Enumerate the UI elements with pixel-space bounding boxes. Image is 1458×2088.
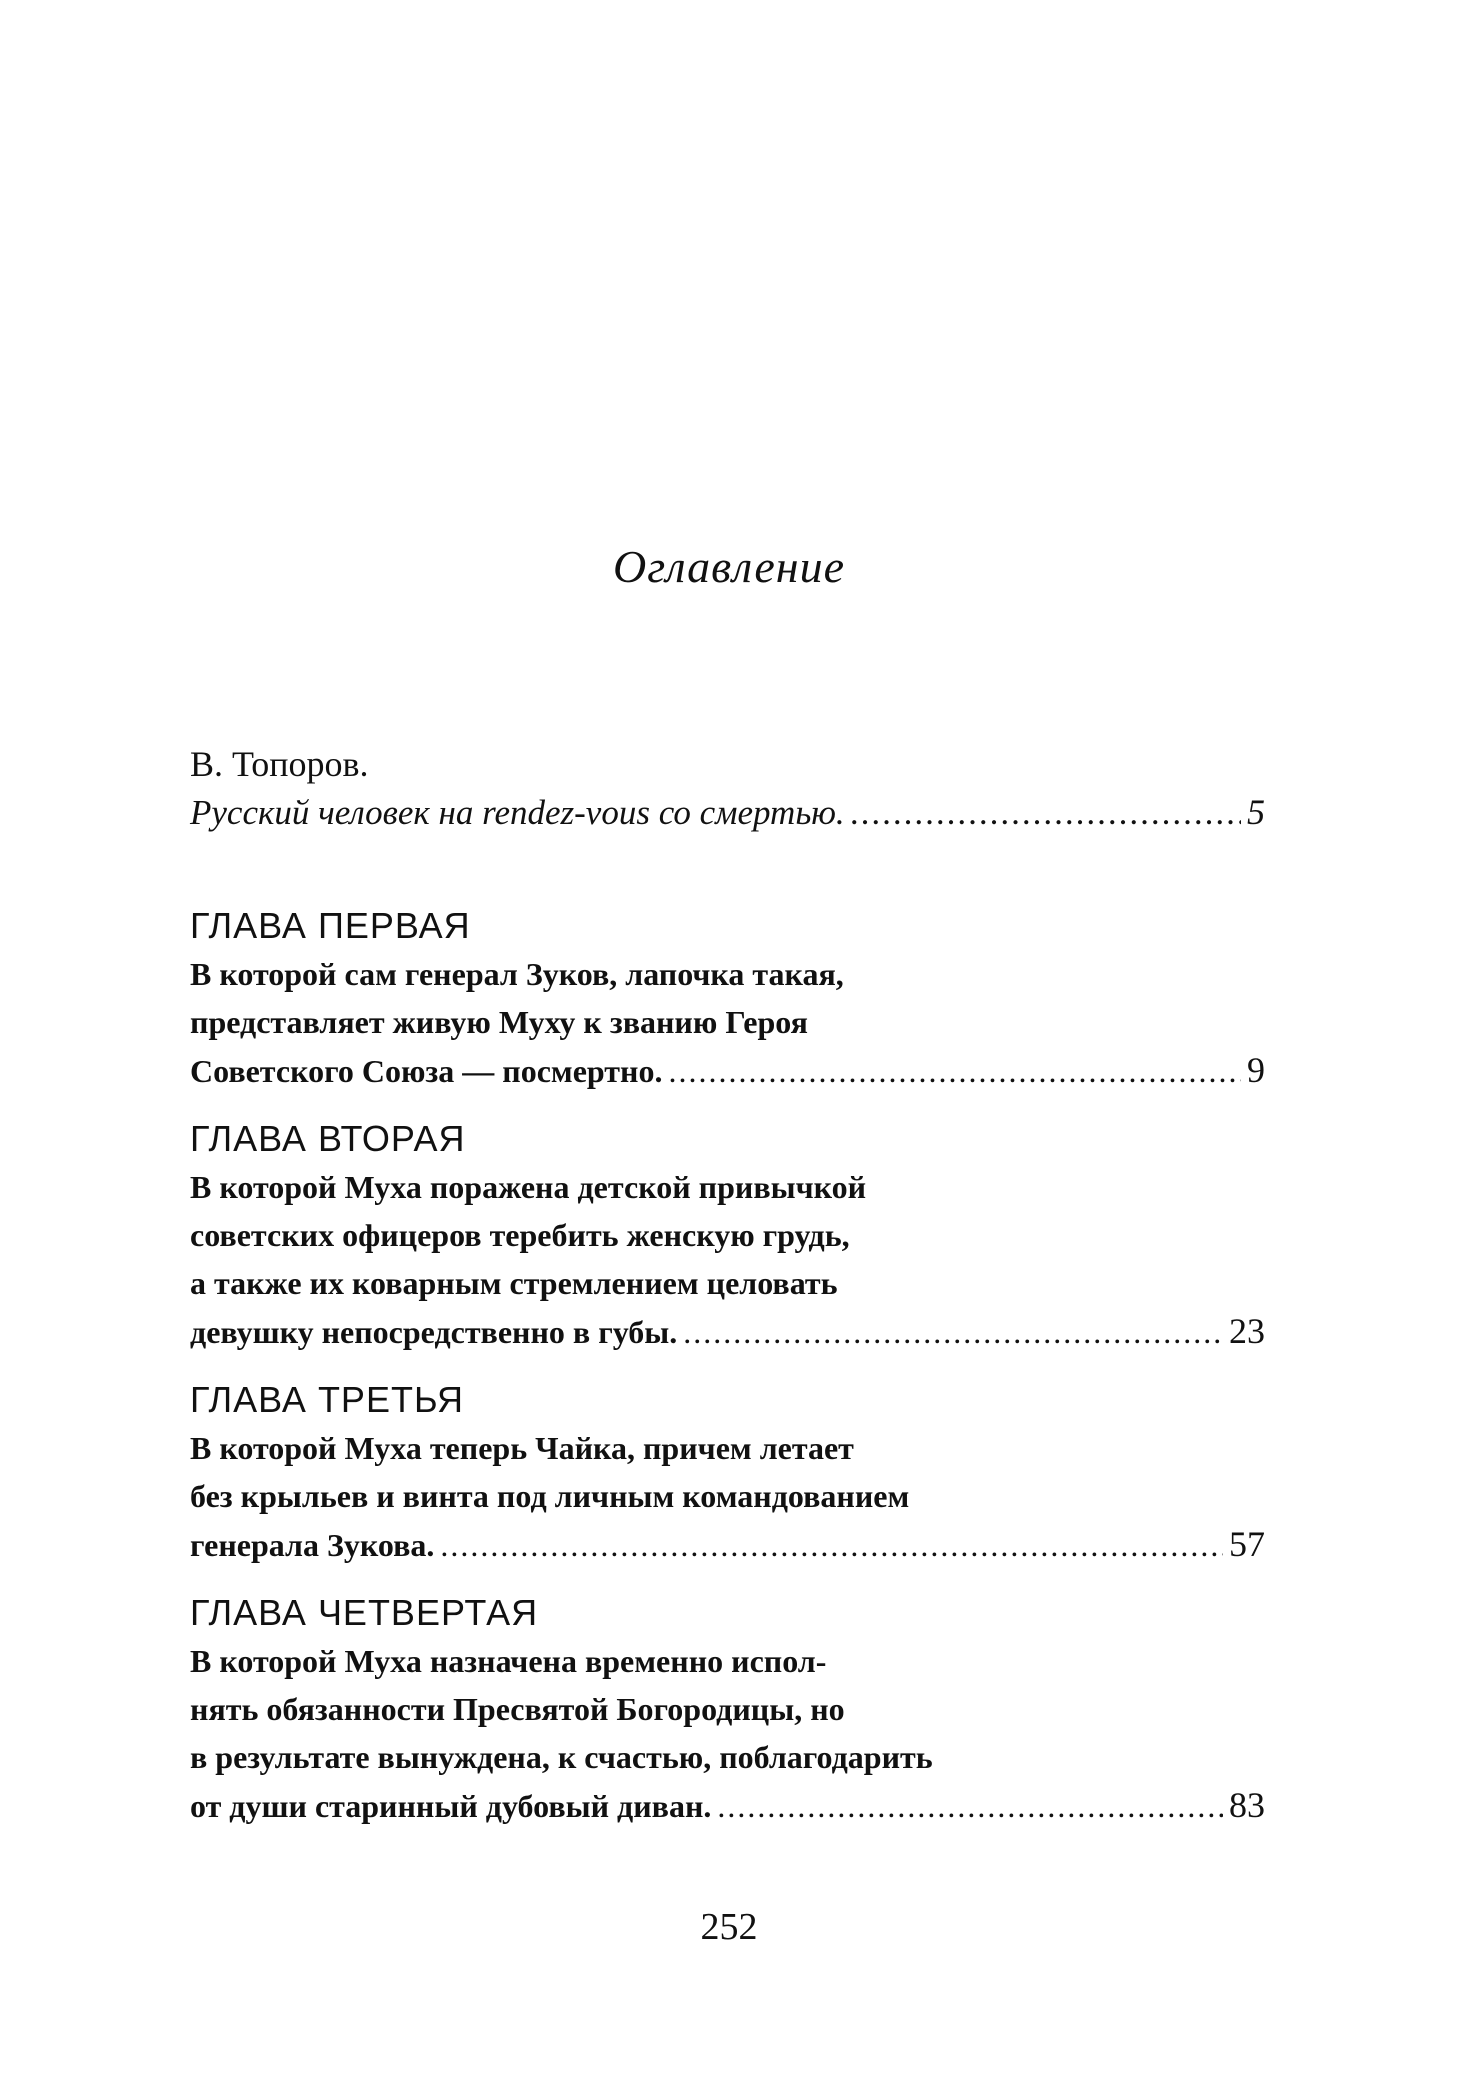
chapter-heading: ГЛАВА ЧЕТВЕРТАЯ <box>190 1592 539 1633</box>
chapter-description-end: девушку непосредственно в губы. <box>190 1314 678 1350</box>
chapter-heading: ГЛАВА ПЕРВАЯ <box>190 905 471 946</box>
intro-title: Русский человек на rendez-vous со смертью. <box>190 793 845 832</box>
chapter-heading: ГЛАВА ТРЕТЬЯ <box>190 1379 464 1420</box>
dot-leader <box>683 1308 1223 1356</box>
intro-title-line <box>190 788 1265 837</box>
table-of-contents <box>190 740 1265 1830</box>
toc-entry-chapter-1 <box>190 902 1265 1095</box>
chapter-description-line: В которой Муха поражена детской привычкой <box>190 1169 867 1205</box>
intro-author: В. Топоров. <box>190 744 369 784</box>
toc-title: Оглавление <box>612 541 845 592</box>
chapter-description-end: Советского Союза — посмертно. <box>190 1053 663 1089</box>
dot-leader <box>717 1782 1223 1830</box>
page-number: 83 <box>1229 1785 1265 1825</box>
folio-page-number: 252 <box>700 1906 758 1948</box>
chapter-heading: ГЛАВА ВТОРАЯ <box>190 1118 466 1159</box>
toc-entry-chapter-2 <box>190 1115 1265 1356</box>
dot-leader <box>440 1521 1223 1569</box>
chapter-description-line: нять обязанности Пресвятой Богородицы, но <box>190 1691 845 1727</box>
page-number: 9 <box>1247 1050 1265 1090</box>
chapter-description-line: а также их коварным стремлением целовать <box>190 1265 838 1301</box>
chapter-description-line: представляет живую Муху к званию Героя <box>190 1004 808 1040</box>
page-number: 57 <box>1229 1524 1265 1564</box>
toc-entry-chapter-4 <box>190 1589 1265 1830</box>
chapter-description-line: в результате вынуждена, к счастью, поблагодарить <box>190 1739 933 1775</box>
toc-entry-chapter-3 <box>190 1376 1265 1569</box>
chapter-description-line: советских офицеров теребить женскую грудь, <box>190 1217 850 1253</box>
chapter-description-end: генерала Зукова. <box>190 1527 435 1563</box>
chapter-last-line <box>190 1307 1265 1356</box>
chapter-description-line: В которой Муха назначена временно испол- <box>190 1643 827 1679</box>
chapter-description-end: от души старинный дубовый диван. <box>190 1788 712 1824</box>
dot-leader <box>668 1047 1241 1095</box>
dot-leader <box>851 789 1241 837</box>
page-number: 23 <box>1229 1311 1265 1351</box>
chapter-last-line <box>190 1520 1265 1569</box>
chapter-last-line <box>190 1046 1265 1095</box>
chapter-description-line: В которой Муха теперь Чайка, причем летает <box>190 1430 854 1466</box>
chapter-description-line: без крыльев и винта под личным командованием <box>190 1478 910 1514</box>
toc-entry-intro <box>190 740 1265 837</box>
chapter-last-line <box>190 1781 1265 1830</box>
chapter-description-line: В которой сам генерал Зуков, лапочка такая, <box>190 956 844 992</box>
page-number: 5 <box>1247 792 1265 832</box>
